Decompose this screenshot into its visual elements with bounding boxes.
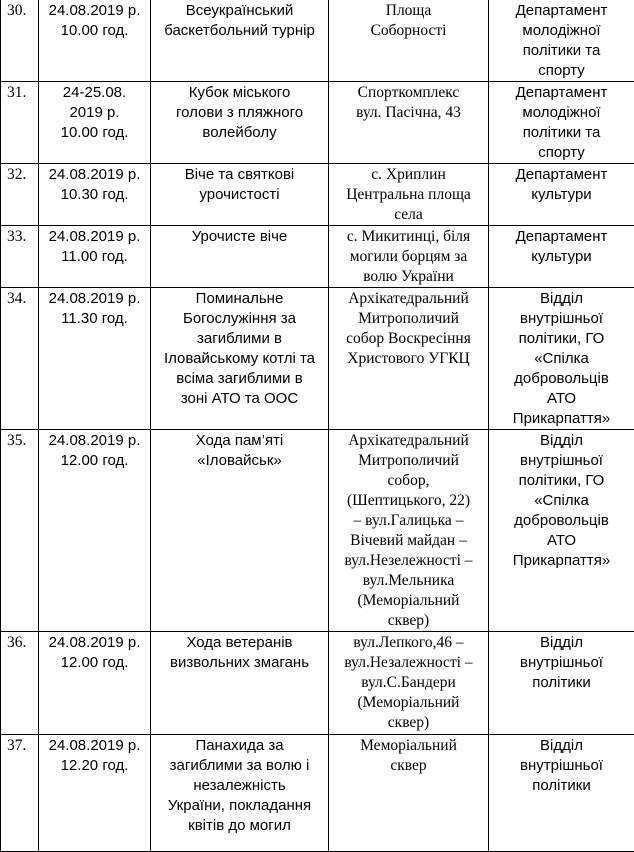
row-number: 36. xyxy=(7,634,26,651)
event-location-line: собор Воскресіння xyxy=(333,329,484,349)
event-location-line: вул.Мельника xyxy=(333,571,484,591)
responsible-department-line: спорту xyxy=(493,143,630,163)
event-location-line: Вічевий майдан – xyxy=(333,531,484,551)
responsible-department-line: молодіжної xyxy=(493,21,630,41)
responsible-department-line: політики, ГО xyxy=(493,471,630,491)
row-number: 37. xyxy=(7,737,26,754)
event-datetime-line: 24.08.2019 р. xyxy=(43,1,146,21)
event-location-line: вул. Пасічна, 43 xyxy=(333,103,484,123)
responsible-department-line: Відділ xyxy=(493,736,630,756)
event-name-line: квітів до могил xyxy=(155,816,324,836)
event-name-line: визвольних змагань xyxy=(155,653,324,673)
event-datetime-line: 24.08.2019 р. xyxy=(43,227,146,247)
row-number-cell xyxy=(1,288,39,430)
event-datetime-line: 12.20 год. xyxy=(43,756,146,776)
event-datetime-line: 24.08.2019 р. xyxy=(43,633,146,653)
responsible-department-line: Департамент xyxy=(493,1,630,21)
event-location-line: вул.Лепкого,46 – xyxy=(333,633,484,653)
event-name-line: незалежність xyxy=(155,776,324,796)
responsible-department-line: молодіжної xyxy=(493,103,630,123)
event-location-line: – вул.Галицька – xyxy=(333,511,484,531)
responsible-department-cell xyxy=(489,164,634,226)
event-datetime-line: 10.00 год. xyxy=(43,123,146,143)
event-location-cell xyxy=(329,735,489,852)
event-datetime-line: 11.30 год. xyxy=(43,309,146,329)
event-name-cell xyxy=(151,632,329,735)
responsible-department-line: Прикарпаття» xyxy=(493,551,630,571)
event-datetime-line: 2019 р. xyxy=(43,103,146,123)
event-name-line: Панахида за xyxy=(155,736,324,756)
responsible-department-line: політики xyxy=(493,673,630,693)
event-name-cell xyxy=(151,226,329,288)
event-datetime-line: 10.00 год. xyxy=(43,21,146,41)
responsible-department-line: внутрішньої xyxy=(493,653,630,673)
event-datetime-line: 24.08.2019 р. xyxy=(43,289,146,309)
responsible-department-line: «Спілка xyxy=(493,349,630,369)
table-row xyxy=(1,226,634,288)
event-datetime-line: 24.08.2019 р. xyxy=(43,736,146,756)
row-number: 30. xyxy=(7,2,26,19)
event-location-line: с. Хриплин xyxy=(333,165,484,185)
event-name-line: Хода ветеранів xyxy=(155,633,324,653)
responsible-department-cell xyxy=(489,226,634,288)
responsible-department-line: Прикарпаття» xyxy=(493,409,630,429)
event-datetime-cell xyxy=(39,632,151,735)
event-location-cell xyxy=(329,226,489,288)
responsible-department-cell xyxy=(489,82,634,164)
event-location-line: Спорткомплекс xyxy=(333,83,484,103)
row-number-cell xyxy=(1,226,39,288)
responsible-department-cell xyxy=(489,632,634,735)
responsible-department-cell xyxy=(489,430,634,632)
event-name-line: Поминальне xyxy=(155,289,324,309)
event-datetime-cell xyxy=(39,288,151,430)
event-datetime-cell xyxy=(39,0,151,82)
event-location-line: могили борцям за xyxy=(333,247,484,267)
event-name-cell xyxy=(151,735,329,852)
event-location-line: Меморіальний xyxy=(333,736,484,756)
table-row xyxy=(1,82,634,164)
event-location-line: Центральна площа xyxy=(333,185,484,205)
event-location-cell xyxy=(329,632,489,735)
responsible-department-line: добровольців xyxy=(493,511,630,531)
event-datetime-line: 24.08.2019 р. xyxy=(43,431,146,451)
row-number: 31. xyxy=(7,84,26,101)
responsible-department-line: спорту xyxy=(493,61,630,81)
event-location-line: Площа xyxy=(333,1,484,21)
responsible-department-cell xyxy=(489,0,634,82)
event-datetime-line: 10.30 год. xyxy=(43,185,146,205)
event-location-line: (Шептицького, 22) xyxy=(333,491,484,511)
event-location-cell xyxy=(329,288,489,430)
event-datetime-line: 24-25.08. xyxy=(43,83,146,103)
row-number-cell xyxy=(1,82,39,164)
event-location-line: вул.Незалежності – xyxy=(333,653,484,673)
event-location-line: Христового УГКЦ xyxy=(333,349,484,369)
event-name-line: загиблими в xyxy=(155,329,324,349)
event-location-line: собор, xyxy=(333,471,484,491)
event-name-line: Кубок міського xyxy=(155,83,324,103)
table-row xyxy=(1,632,634,735)
event-name-line: України, покладання xyxy=(155,796,324,816)
event-location-line: села xyxy=(333,205,484,225)
row-number-cell xyxy=(1,632,39,735)
event-location-cell xyxy=(329,82,489,164)
event-location-line: Митрополичий xyxy=(333,309,484,329)
row-number-cell xyxy=(1,0,39,82)
row-number-cell xyxy=(1,430,39,632)
event-location-line: Архікатедральний xyxy=(333,431,484,451)
event-name-cell xyxy=(151,430,329,632)
event-name-line: Хода пам’яті xyxy=(155,431,324,451)
event-datetime-cell xyxy=(39,226,151,288)
event-location-line: (Меморіальний xyxy=(333,591,484,611)
responsible-department-line: політики та xyxy=(493,41,630,61)
event-datetime-cell xyxy=(39,164,151,226)
event-name-line: всіма загиблими в xyxy=(155,369,324,389)
event-location-line: вул.С.Бандери xyxy=(333,673,484,693)
event-location-line: сквер) xyxy=(333,713,484,733)
row-number-cell xyxy=(1,735,39,852)
event-name-line: Всеукраїнський xyxy=(155,1,324,21)
row-number-cell xyxy=(1,164,39,226)
event-location-line: Митрополичий xyxy=(333,451,484,471)
event-datetime-cell xyxy=(39,735,151,852)
event-location-line: с. Микитинці, біля xyxy=(333,227,484,247)
event-name-line: урочистості xyxy=(155,185,324,205)
event-datetime-cell xyxy=(39,82,151,164)
event-datetime-line: 12.00 год. xyxy=(43,653,146,673)
responsible-department-line: внутрішньої xyxy=(493,309,630,329)
event-name-line: зоні АТО та ООС xyxy=(155,389,324,409)
responsible-department-line: культури xyxy=(493,247,630,267)
table-row xyxy=(1,735,634,852)
event-datetime-cell xyxy=(39,430,151,632)
event-name-cell xyxy=(151,164,329,226)
responsible-department-line: внутрішньої xyxy=(493,451,630,471)
responsible-department-line: політики xyxy=(493,776,630,796)
event-location-line: вул.Незележності – xyxy=(333,551,484,571)
table-row xyxy=(1,288,634,430)
responsible-department-line: внутрішньої xyxy=(493,756,630,776)
row-number: 34. xyxy=(7,290,26,307)
event-location-line: (Меморіальний xyxy=(333,693,484,713)
responsible-department-line: добровольців xyxy=(493,369,630,389)
event-location-line: волю України xyxy=(333,267,484,287)
event-location-line: Соборності xyxy=(333,21,484,41)
responsible-department-line: Відділ xyxy=(493,431,630,451)
event-location-line: сквер) xyxy=(333,611,484,631)
responsible-department-line: Департамент xyxy=(493,83,630,103)
event-name-line: Богослужіння за xyxy=(155,309,324,329)
event-name-cell xyxy=(151,82,329,164)
responsible-department-line: Департамент xyxy=(493,227,630,247)
event-name-line: волейболу xyxy=(155,123,324,143)
event-datetime-line: 11.00 год. xyxy=(43,247,146,267)
responsible-department-line: Відділ xyxy=(493,289,630,309)
table-row xyxy=(1,164,634,226)
event-location-cell xyxy=(329,0,489,82)
event-datetime-line: 24.08.2019 р. xyxy=(43,165,146,185)
responsible-department-line: політики, ГО xyxy=(493,329,630,349)
event-name-line: Віче та святкові xyxy=(155,165,324,185)
responsible-department-line: АТО xyxy=(493,389,630,409)
responsible-department-line: «Спілка xyxy=(493,491,630,511)
responsible-department-cell xyxy=(489,288,634,430)
row-number: 35. xyxy=(7,432,26,449)
responsible-department-line: культури xyxy=(493,185,630,205)
responsible-department-line: Відділ xyxy=(493,633,630,653)
event-name-line: Урочисте віче xyxy=(155,227,324,247)
table-row xyxy=(1,0,634,82)
event-location-line: сквер xyxy=(333,756,484,776)
row-number: 32. xyxy=(7,166,26,183)
event-location-cell xyxy=(329,164,489,226)
responsible-department-line: АТО xyxy=(493,531,630,551)
responsible-department-line: Департамент xyxy=(493,165,630,185)
event-name-line: «Іловайськ» xyxy=(155,451,324,471)
event-datetime-line: 12.00 год. xyxy=(43,451,146,471)
event-location-line: Архікатедральний xyxy=(333,289,484,309)
event-name-cell xyxy=(151,288,329,430)
event-name-line: Іловайському котлі та xyxy=(155,349,324,369)
events-table-body xyxy=(1,0,634,852)
event-name-line: загиблими за волю і xyxy=(155,756,324,776)
table-row xyxy=(1,430,634,632)
row-number: 33. xyxy=(7,228,26,245)
responsible-department-cell xyxy=(489,735,634,852)
event-name-line: баскетбольний турнір xyxy=(155,21,324,41)
responsible-department-line: політики та xyxy=(493,123,630,143)
event-name-cell xyxy=(151,0,329,82)
event-location-cell xyxy=(329,430,489,632)
event-name-line: голови з пляжного xyxy=(155,103,324,123)
